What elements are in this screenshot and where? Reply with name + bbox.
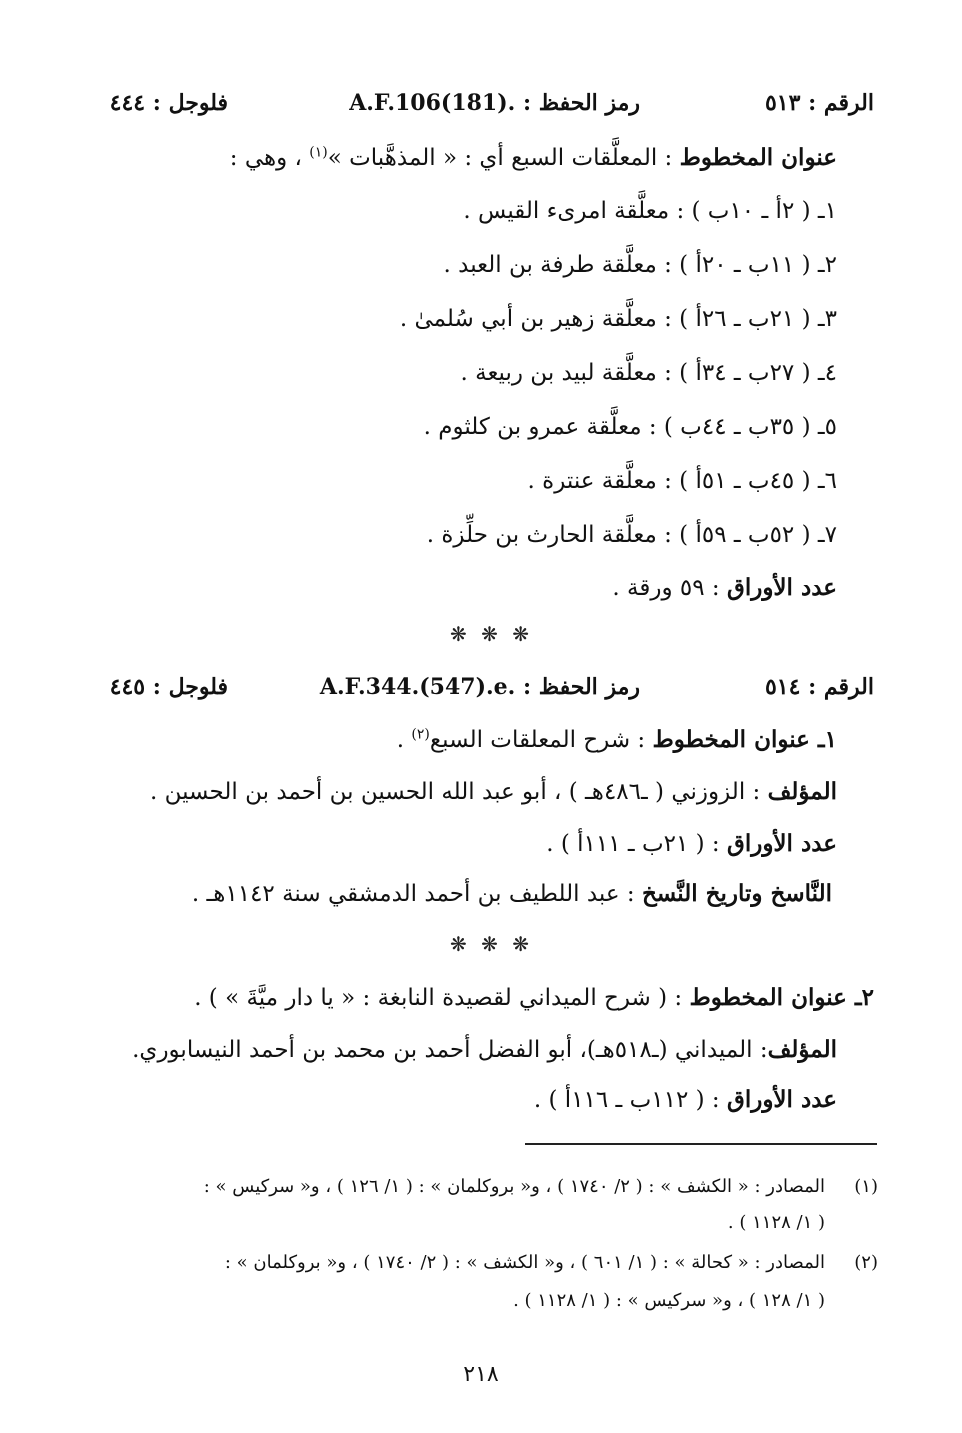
part1-leaves bbox=[546, 830, 837, 859]
entry-513-number bbox=[765, 90, 874, 116]
part2-title bbox=[194, 984, 874, 1013]
copyist-label: النَّاسخ وتاريخ النَّسخ bbox=[641, 880, 832, 907]
title-label: ٢ـ عنوان المخطوط bbox=[689, 984, 874, 1011]
entry-513-leaves bbox=[612, 574, 837, 603]
number-label: الرقم : bbox=[800, 90, 874, 116]
footnote-rule bbox=[525, 1143, 877, 1145]
flugel-label: فلوجل : bbox=[145, 674, 228, 700]
title-label: ١ـ عنوان المخطوط bbox=[652, 726, 837, 753]
list-item: ٦ـ ( ٤٥ب ـ ٥١أ ) : معلَّقة عنترة . bbox=[527, 468, 837, 494]
shelf-label: رمز الحفظ : bbox=[515, 674, 640, 700]
author-label: المؤلف bbox=[767, 1036, 837, 1063]
footnote-2-marker: (٢) bbox=[854, 1252, 878, 1273]
list-item: ٢ـ ( ١١ب ـ ٢٠أ ) : معلَّقة طرفة بن العبد . bbox=[443, 252, 837, 278]
flugel-value: ٤٤٤ bbox=[109, 90, 146, 116]
part1-author bbox=[150, 778, 837, 807]
entry-513-flugel bbox=[110, 90, 228, 116]
title-text: : المعلَّقات السبع أي : « المذهَّبات » bbox=[327, 145, 680, 171]
part1-copyist bbox=[192, 880, 832, 909]
entry-513-title bbox=[230, 144, 837, 173]
section-separator: ❋ ❋ ❋ bbox=[450, 932, 533, 956]
part2-author bbox=[132, 1036, 837, 1065]
entry-514-shelfmark bbox=[320, 674, 640, 700]
number-label: الرقم : bbox=[800, 674, 874, 700]
shelf-label: رمز الحفظ : bbox=[515, 90, 640, 116]
leaves-text: : ( ٢١ب ـ ١١١أ ) . bbox=[546, 831, 727, 857]
part1-title bbox=[397, 726, 837, 755]
footnote-2-line1: المصادر : « كحالة » : ( ١/ ٦٠١ ) ، و« الكشف » : ( ٢/ ١٧٤٠ ) ، و« بروكلمان » : bbox=[224, 1252, 825, 1273]
footnote-ref: (٢) bbox=[411, 726, 430, 743]
author-label: المؤلف bbox=[767, 778, 837, 805]
leaves-text: : ٥٩ ورقة . bbox=[612, 575, 727, 601]
part2-leaves bbox=[534, 1086, 837, 1115]
leaves-label: عدد الأوراق bbox=[726, 574, 837, 601]
list-item: ٥ـ ( ٣٥ب ـ ٤٤ب ) : معلَّقة عمرو بن كلثوم . bbox=[423, 414, 837, 440]
shelf-value: A.F.344.(547).e. bbox=[319, 674, 516, 700]
list-item: ٣ـ ( ٢١ب ـ ٢٦أ ) : معلَّقة زهير بن أبي سُلمىٰ . bbox=[399, 306, 837, 332]
footnote-1-line2: ( ١/ ١١٢٨ ) . bbox=[727, 1212, 825, 1233]
shelf-value: A.F.106(181). bbox=[349, 90, 516, 116]
number-value: ٥١٤ bbox=[764, 674, 801, 700]
title-tail: . bbox=[396, 727, 412, 753]
list-item: ٤ـ ( ٢٧ب ـ ٣٤أ ) : معلَّقة لبيد بن ربيعة . bbox=[460, 360, 837, 386]
section-separator: ❋ ❋ ❋ bbox=[450, 622, 533, 646]
list-item: ١ـ ( ٢أ ـ ١٠ب ) : معلَّقة امرىء القيس . bbox=[463, 198, 837, 224]
entry-514-number bbox=[765, 674, 874, 700]
leaves-label: عدد الأوراق bbox=[726, 1086, 837, 1113]
author-text: : الزوزني ( ـ٤٨٦هـ ) ، أبو عبد الله الحسين بن أحمد بن الحسين . bbox=[149, 779, 768, 805]
number-value: ٥١٣ bbox=[764, 90, 801, 116]
title-text: : شرح المعلقات السبع bbox=[429, 727, 653, 753]
page-number: ٢١٨ bbox=[463, 1362, 499, 1387]
leaves-label: عدد الأوراق bbox=[726, 830, 837, 857]
entry-513-shelfmark bbox=[349, 90, 640, 116]
title-label: عنوان المخطوط bbox=[679, 144, 837, 171]
list-item: ٧ـ ( ٥٢ب ـ ٥٩أ ) : معلَّقة الحارث بن حلِّزة . bbox=[426, 522, 837, 548]
flugel-label: فلوجل : bbox=[145, 90, 228, 116]
footnote-ref: (١) bbox=[309, 144, 328, 161]
footnote-2-line2: ( ١/ ١٢٨ ) ، و« سركيس » : ( ١/ ١١٢٨ ) . bbox=[513, 1290, 825, 1311]
footnote-1-line1: المصادر : « الكشف » : ( ٢/ ١٧٤٠ ) ، و« بروكلمان » : ( ١/ ١٢٦ ) ، و« سركيس » : bbox=[203, 1176, 825, 1197]
title-tail: ، وهي : bbox=[229, 145, 310, 171]
flugel-value: ٤٤٥ bbox=[109, 674, 146, 700]
copyist-text: : عبد اللطيف بن أحمد الدمشقي سنة ١١٤٢هـ . bbox=[191, 881, 642, 907]
author-text: : الميداني (ـ٥١٨هـ)، أبو الفضل أحمد بن محمد بن أحمد النيسابوري. bbox=[132, 1037, 768, 1063]
title-text: : ( شرح الميداني لقصيدة النابغة : « يا دار ميَّةَ » ) . bbox=[194, 985, 690, 1011]
entry-514-flugel bbox=[110, 674, 228, 700]
footnote-1-marker: (١) bbox=[854, 1176, 878, 1197]
leaves-text: : ( ١١٢ب ـ ١١٦أ ) . bbox=[533, 1087, 727, 1113]
